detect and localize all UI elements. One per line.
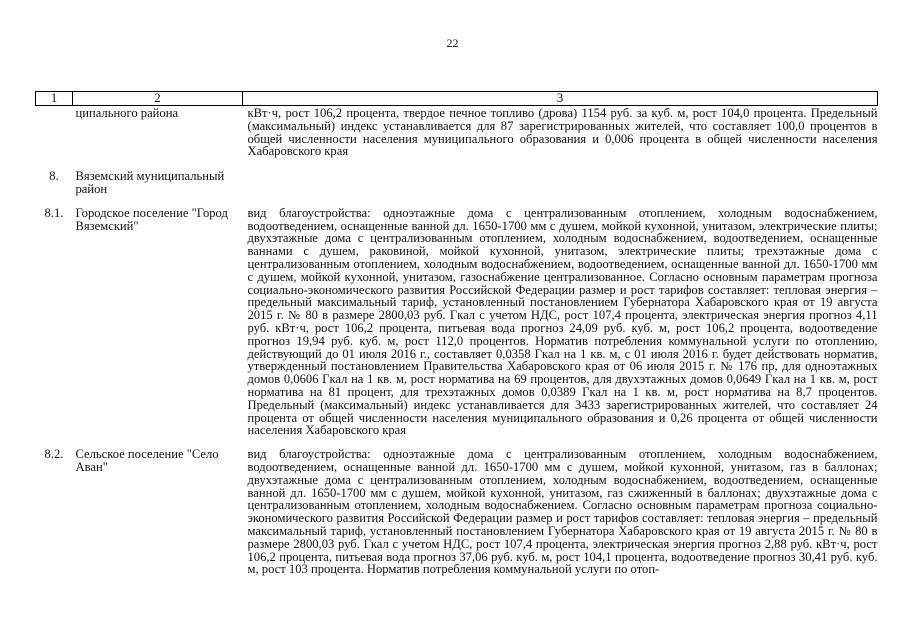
page-number: 22 — [446, 36, 459, 50]
row-description: кВт·ч, рост 106,2 процента, твердое печное топливо (дрова) 1154 руб. за куб. м, рост 104,0 процента. Предельный (максимальный) индекс устанавливается для 87 зарегистрированных жителей, что составляет 100,0 процентов в общей численности населения муниципального образования и 0,006 процента в общей численности населения Хабаровского края — [247, 106, 878, 159]
row-description: вид благоустройства: одноэтажные дома с централизованным отоплением, холодным водоснабжением, водоотведением, оснащенные ванной дл. 1650-1700 мм с душем, мойкой кухонной, унитазом, электрические плиты; двухэтажные дома с централизованным отоплением, холодным водоснабжением, водоотведением, оснащенные ваннами с душем, раковиной, мойкой кухонной, унитазом, электрические плиты; трехэтажные дома с централизованным отоплением, холодным водоснабжением, водоотведением, оснащенные ванной дл. 1650-1700 мм с душем, мойкой кухонной, унитазом, газоснабжение централизованное. Согласно основным параметрам прогноза социально-экономического развития Российской Федерации размер и рост тарифов составляет: тепловая энергия – предельный максимальный тариф, установленный постановлением Губернатора Хабаровского края от 19 августа 2015 г. № 80 в размере 2800,03 руб. Гкал с учетом НДС, рост 107,4 процента, электрическая энергия прогноз 4,11 руб. кВт·ч, рост 106,2 процента, питьевая вода прогноз 24,09 руб. куб. м, рост 106,2 процента, водоотведение прогноз 19,94 руб. куб. м, рост 112,0 процентов. Норматив потребления коммунальной услуги по отоплению, действующий до 01 июля 2016 г., составляет 0,0358 Гкал на 1 кв. м, с 01 июля 2016 г. будет действовать норматив, утвержденный постановлением Правительства Хабаровского края от 06 июля 2015 г. № 176 пр, для одноэтажных домов 0,0606 Гкал на 1 кв. м, рост норматива на 69 процентов, для двухэтажных домов 0,0649 Гкал на 1 кв. м, рост норматива на 81 процент, для трехэтажных домов 0,0389 Гкал на 1 кв. м, рост норматива на 8,7 процентов. Предельный (максимальный) индекс устанавливается для 3433 зарегистрированных жителей, что составляет 24 процента от общей численности населения муниципального образования и 0,26 процента от общей численности населения Хабаровского края — [247, 205, 878, 438]
municipality-name: ципального района — [75, 106, 179, 120]
row-number: 8.2. — [44, 447, 64, 462]
table-header-row — [36, 92, 878, 106]
row-number: 8.1. — [44, 205, 64, 220]
column-header-1: 1 — [36, 92, 73, 106]
municipality-name: Вяземский муниципальный район — [75, 169, 225, 196]
municipality-name: Сельское поселение "Село Аван" — [75, 447, 219, 474]
row-description: вид благоустройства: одноэтажные дома с централизованным отоплением, холодным водоснабжением, водоотведением, оснащенные ванной дл. 1650-1700 мм с душем, мойкой кухонной, унитазом, газ в баллонах; двухэтажные дома с централизованным отоплением, холодным водоснабжением, водоотведением, оснащенные ванной дл. 1650-1700 мм с душем, мойкой кухонной, унитазом, газ сжиженный в баллонах; двухэтажные дома с централизованным отоплением, холодным водоснабжением. Согласно основным параметрам прогноза социально-экономического развития Российской Федерации размер и рост тарифов составляет: тепловая энергия – предельный максимальный тариф, установленный постановлением Губернатора Хабаровского края от 19 августа 2015 г. № 80 в размере 2800,03 руб. Гкал с учетом НДС, рост 107,4 процента, электрическая энергия прогноз 2,88 руб. кВт·ч, рост 106,2 процента, питьевая вода прогноз 37,06 руб. куб. м, рост 104,1 процента, водоотведение прогноз 30,41 руб. куб. м, рост 103 процента. Норматив потребления коммунальной услуги по отоп- — [247, 447, 878, 577]
table-row — [36, 196, 878, 437]
row-number: 8. — [49, 169, 59, 184]
column-header-3: 3 — [243, 92, 878, 106]
table-row — [36, 106, 878, 159]
table-row — [36, 437, 878, 576]
table-row — [36, 158, 878, 196]
row-number — [36, 106, 73, 159]
row-description — [243, 158, 878, 196]
municipality-name: Городское поселение "Город Вяземский" — [75, 205, 228, 233]
tariff-table — [35, 91, 878, 576]
column-header-2: 2 — [73, 92, 243, 106]
